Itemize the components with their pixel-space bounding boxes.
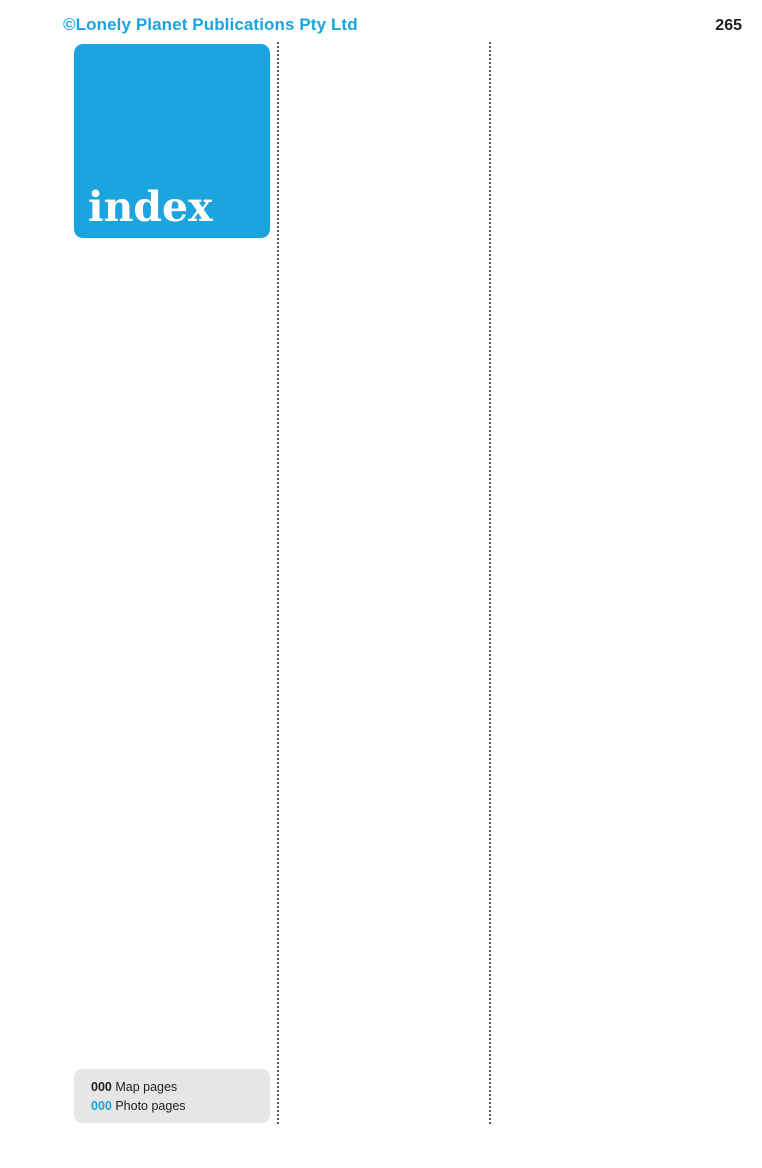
- legend-map-number: 000: [91, 1080, 112, 1094]
- column-divider: [277, 42, 279, 1124]
- page-number: 265: [715, 17, 742, 34]
- index-title: index: [88, 183, 213, 231]
- page-type-legend: [74, 1069, 270, 1123]
- legend-map-pages: [91, 1078, 177, 1096]
- legend-map-label: Map pages: [111, 1080, 178, 1094]
- copyright-notice: ©Lonely Planet Publications Pty Ltd: [63, 15, 358, 34]
- legend-photo-pages: [91, 1097, 186, 1115]
- index-title-block: [74, 44, 270, 238]
- legend-photo-number: 000: [91, 1099, 112, 1113]
- column-divider: [489, 42, 491, 1124]
- legend-photo-label: Photo pages: [111, 1099, 186, 1113]
